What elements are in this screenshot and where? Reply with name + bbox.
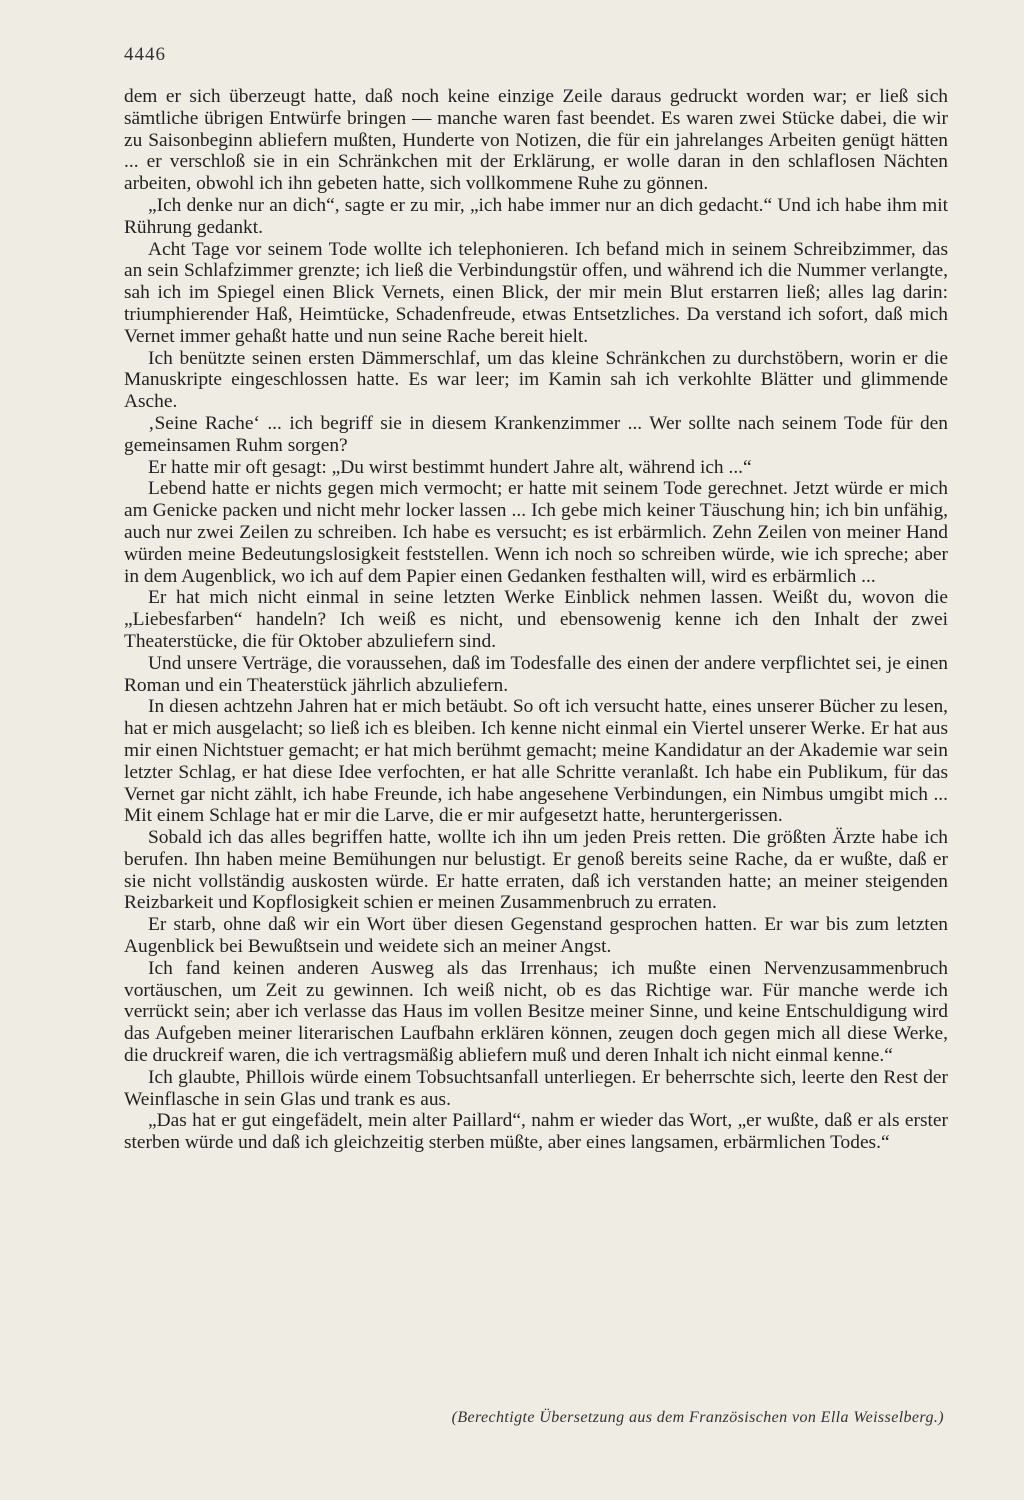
paragraph: Ich benützte seinen ersten Dämmerschlaf, um das kleine Schränkchen zu durchstöbern, worin er die Manuskripte eingeschlossen hatte. Es war leer; im Kamin sah ich verkohlte Blätter und glimmende Asche.	[124, 347, 948, 413]
translation-credit: (Berechtigte Übersetzung aus dem Französischen von Ella Weisselberg.)	[451, 1409, 944, 1426]
paragraph: In diesen achtzehn Jahren hat er mich betäubt. So oft ich versucht hatte, eines unserer Bücher zu lesen, hat er mich ausgelacht; so ließ ich es bleiben. Ich kenne nicht einmal ein Viertel unserer Werke. Er hat aus mir einen Nichtstuer gemacht; er hat mich berühmt gemacht; meine Kandidatur an der Akademie war sein letzter Schlag, er hat diese Idee verfochten, er hat alle Schritte veranlaßt. Ich habe ein Publikum, für das Vernet gar nicht zählt, ich habe Freunde, ich habe angesehene Verbindungen, ein Nimbus umgibt mich ... Mit einem Schlage hat er mir die Larve, die er mir aufgesetzt hatte, heruntergerissen.	[124, 696, 948, 827]
body-text	[124, 86, 948, 1154]
paragraph: Er starb, ohne daß wir ein Wort über diesen Gegenstand gesprochen hatten. Er war bis zum letzten Augenblick bei Bewußtsein und weidete sich an meiner Angst.	[124, 914, 948, 958]
paragraph: dem er sich überzeugt hatte, daß noch keine einzige Zeile daraus gedruckt worden war; er ließ sich sämtliche übrigen Entwürfe bringen — manche waren fast beendet. Es waren zwei Stücke dabei, die wir zu Saisonbeginn abliefern mußten, Hunderte von Notizen, die für ein jahrelanges Arbeiten genügt hätten ... er verschloß sie in ein Schränkchen mit der Erklärung, er wolle daran in den schlaflosen Nächten arbeiten, obwohl ich ihn gebeten hatte, sich vollkommene Ruhe zu gönnen.	[124, 86, 948, 195]
paragraph: Acht Tage vor seinem Tode wollte ich telephonieren. Ich befand mich in seinem Schreibzimmer, das an sein Schlafzimmer grenzte; ich ließ die Verbindungstür offen, und während ich die Nummer verlangte, sah ich im Spiegel einen Blick Vernets, einen Blick, der mir mein Blut erstarren ließ; alles lag darin: triumphierender Haß, Heimtücke, Schadenfreude, etwas Entsetzliches. Da verstand ich sofort, daß mich Vernet immer gehaßt hatte und nun seine Rache bereit hielt.	[124, 238, 948, 347]
paragraph: Ich glaubte, Phillois würde einem Tobsuchtsanfall unterliegen. Er beherrschte sich, leerte den Rest der Weinflasche in sein Glas und trank es aus.	[124, 1066, 948, 1110]
paragraph: Er hat mich nicht einmal in seine letzten Werke Einblick nehmen lassen. Weißt du, wovon die „Liebesfarben“ handeln? Ich weiß es nicht, und ebensowenig kenne ich den Inhalt der zwei Theaterstücke, die für Oktober abzuliefern sind.	[124, 587, 948, 652]
paragraph: Sobald ich das alles begriffen hatte, wollte ich ihn um jeden Preis retten. Die größten Ärzte habe ich berufen. Ihn haben meine Bemühungen nur belustigt. Er genoß bereits seine Rache, da er wußte, daß er sie nicht vollständig auskosten würde. Er hatte erraten, daß ich verstanden hatte; an meiner steigenden Reizbarkeit und Kopflosigkeit schien er meinen Zusammenbruch zu erraten.	[124, 827, 948, 914]
paragraph: „Das hat er gut eingefädelt, mein alter Paillard“, nahm er wieder das Wort, „er wußte, daß er als erster sterben würde und daß ich gleichzeitig sterben müßte, aber eines langsamen, erbärmlichen Todes.“	[124, 1110, 948, 1154]
paragraph: Ich fand keinen anderen Ausweg als das Irrenhaus; ich mußte einen Nervenzusammenbruch vortäuschen, um Zeit zu gewinnen. Ich weiß nicht, ob es das Richtige war. Für manche werde ich verrückt sein; aber ich verlasse das Haus im vollen Besitze meiner Sinne, und keine Entschuldigung wird das Aufgeben meiner literarischen Laufbahn erklären können, zeugen doch gegen mich all diese Werke, die druckreif waren, die ich vertragsmäßig abliefern muß und deren Inhalt ich nicht einmal kenne.“	[124, 957, 948, 1067]
paragraph: „Ich denke nur an dich“, sagte er zu mir, „ich habe immer nur an dich gedacht.“ Und ich habe ihm mit Rührung gedankt.	[124, 194, 948, 238]
paragraph: Er hatte mir oft gesagt: „Du wirst bestimmt hundert Jahre alt, während ich ...“	[148, 456, 752, 478]
page-number: 4446	[124, 44, 166, 65]
paragraph: ‚Seine Rache‘ ... ich begriff sie in diesem Krankenzimmer ... Wer sollte nach seinem Tode für den gemeinsamen Ruhm sorgen?	[124, 412, 948, 456]
paragraph: Und unsere Verträge, die voraussehen, daß im Todesfalle des einen der andere verpflichtet sei, je einen Roman und ein Theaterstück jährlich abzuliefern.	[124, 652, 948, 696]
paragraph: Lebend hatte er nichts gegen mich vermocht; er hatte mit seinem Tode gerechnet. Jetzt würde er mich am Genicke packen und nicht mehr locker lassen ... Ich gebe mich keiner Täuschung hin; ich bin unfähig, auch nur zwei Zeilen zu schreiben. Ich habe es versucht; es ist erbärmlich. Zehn Zeilen von meiner Hand würden meine Bedeutungslosigkeit feststellen. Wenn ich noch so schreiben würde, wie ich spreche; aber in dem Augenblick, wo ich auf dem Papier einen Gedanken festhalten will, wird es erbärmlich ...	[124, 478, 948, 587]
